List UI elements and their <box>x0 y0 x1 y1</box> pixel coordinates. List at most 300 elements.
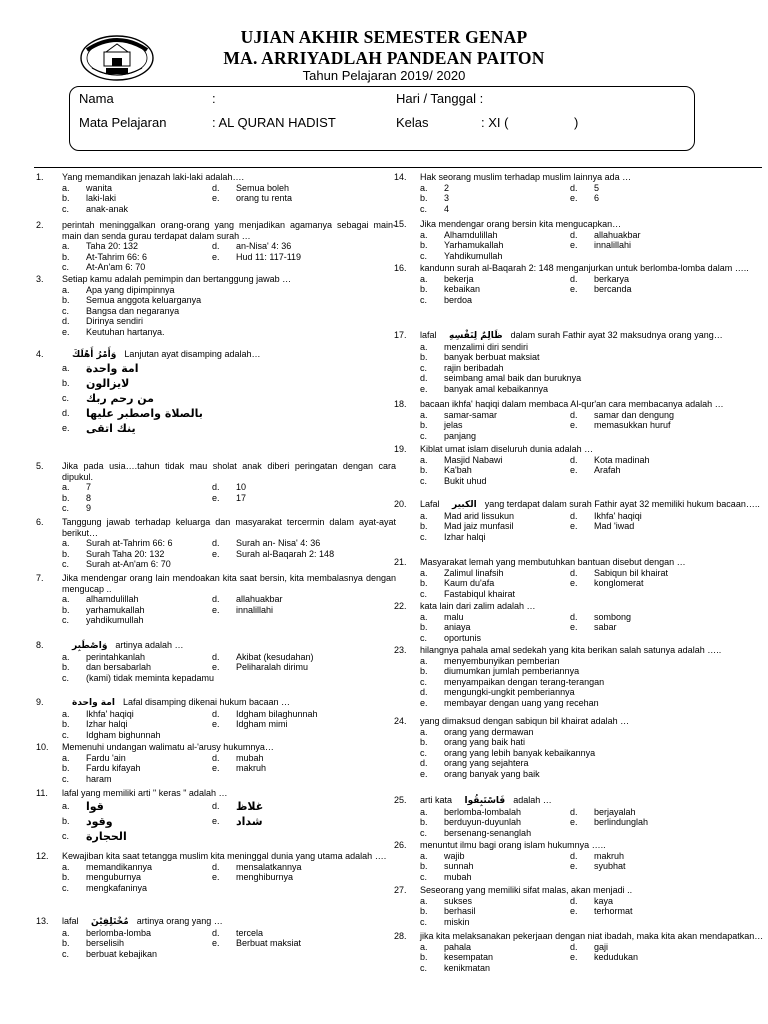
option-text: miskin <box>444 916 470 927</box>
answer-option <box>420 633 764 644</box>
option-text: mengungki-ungkit pemberiannya <box>444 687 575 698</box>
question-text <box>420 263 764 274</box>
answer-option <box>420 758 764 769</box>
option-letter: d. <box>570 611 578 622</box>
option-letter: d. <box>212 927 220 938</box>
option-text: aniaya <box>444 622 471 633</box>
option-text: panjang <box>444 430 477 441</box>
option-text: haram <box>86 773 112 784</box>
answer-option <box>62 949 396 960</box>
option-text: menyembunyikan pemberian <box>444 655 560 666</box>
option-text: seimbang amal baik dan buruknya <box>444 373 582 384</box>
answer-option <box>420 578 570 589</box>
question-text <box>420 885 764 896</box>
answer-options <box>420 230 764 262</box>
option-text: Peliharalah dirimu <box>236 662 309 673</box>
option-text: Sabiqun bil khairat <box>594 567 669 578</box>
option-text: 8 <box>86 492 92 503</box>
answer-option <box>62 538 212 549</box>
nama-colon: : <box>212 91 216 106</box>
option-letter: b. <box>62 251 70 262</box>
answer-option <box>420 342 764 353</box>
question-text <box>62 697 396 709</box>
answer-option <box>570 284 764 295</box>
option-text: rajin beribadah <box>444 362 504 373</box>
question-prefix: lafal <box>62 916 82 926</box>
question-number: 27. <box>394 885 407 895</box>
arabic-term: وَأَمْرُ أَهْلَكَ <box>72 350 117 360</box>
option-letter: b. <box>62 492 70 503</box>
option-text: memasukkan huruf <box>594 420 671 431</box>
question-number: 20. <box>394 499 407 509</box>
question-number: 15. <box>394 219 407 229</box>
option-letter: a. <box>420 409 428 420</box>
question-text <box>420 601 764 612</box>
question-text <box>62 349 396 361</box>
option-letter: e. <box>570 906 578 917</box>
option-text: Surah at-An'am 6: 70 <box>86 559 171 570</box>
option-letter: c. <box>62 559 70 570</box>
question-text <box>62 742 396 753</box>
question-body: yang terdapat dalam surah Fathir ayat 32 memiliki hukum bacaan….. <box>484 499 760 509</box>
option-text: Mad jaiz munfasil <box>444 521 514 532</box>
answer-option <box>420 677 764 688</box>
answer-option <box>212 538 396 549</box>
option-text: perintahkanlah <box>86 651 146 662</box>
answer-option <box>62 559 396 570</box>
exam-header <box>0 0 768 84</box>
option-text: Ikhfa' haqiqi <box>86 708 134 719</box>
question-number: 26. <box>394 840 407 850</box>
option-text: Zalimul linafsih <box>444 567 504 578</box>
answer-options <box>420 942 764 974</box>
option-letter: b. <box>420 284 428 295</box>
answer-option <box>420 183 570 194</box>
option-text: kenikmatan <box>444 962 491 973</box>
option-text: Keutuhan hartanya. <box>86 326 165 337</box>
option-letter: d. <box>212 752 220 763</box>
question-item <box>36 220 396 273</box>
answer-option <box>212 862 396 873</box>
question-item <box>36 517 396 570</box>
option-letter: e. <box>570 193 578 204</box>
answer-options <box>420 183 764 215</box>
option-letter: e. <box>570 284 578 295</box>
answer-option <box>420 861 570 872</box>
option-letter: c. <box>420 250 428 261</box>
answer-options <box>62 753 396 785</box>
answer-option <box>62 316 396 327</box>
answer-option <box>62 549 212 560</box>
question-body: Jika mendengar orang lain mendoakan kita saat bersin, kita membalasnya dengan mengucap .. <box>62 573 396 594</box>
option-text: Yarhamukallah <box>444 240 504 251</box>
option-text: Berbuat maksiat <box>236 938 302 949</box>
question-body: Seseorang yang memiliki sifat malas, akan menjadi .. <box>420 885 633 895</box>
option-text: Dirinya sendiri <box>86 316 144 327</box>
option-text: anak-anak <box>86 203 129 214</box>
option-text: Fardu kifayah <box>86 763 141 774</box>
option-text: berhasil <box>444 906 476 917</box>
option-text: menghiburnya <box>236 872 294 883</box>
question-body: kandunn surah al-Baqarah 2: 148 menganjurkan untuk berlomba-lomba dalam ….. <box>420 263 749 273</box>
option-text: قوا <box>86 799 104 813</box>
option-text: memandikannya <box>86 861 153 872</box>
option-letter: d. <box>212 538 220 549</box>
question-number: 1. <box>36 172 44 182</box>
option-text: Bangsa dan negaranya <box>86 305 180 316</box>
question-text <box>420 931 764 942</box>
answer-option <box>212 549 396 560</box>
option-text: kesempatan <box>444 952 494 963</box>
answer-option <box>420 521 570 532</box>
option-letter: b. <box>62 295 70 306</box>
question-body: jika kita melaksanakan pekerjaan dengan niat ibadah, maka kita akan mendapatkan… <box>420 931 764 941</box>
answer-options <box>420 455 764 487</box>
option-letter: d. <box>570 510 578 521</box>
option-letter: b. <box>62 662 70 673</box>
option-letter: a. <box>420 454 428 465</box>
question-number: 4. <box>36 349 44 359</box>
question-text <box>62 274 396 285</box>
answer-option <box>420 737 764 748</box>
answer-option <box>420 906 570 917</box>
option-letter: d. <box>420 758 428 769</box>
option-text: banyak berbuat maksiat <box>444 352 540 363</box>
option-text: Surah Taha 20: 132 <box>86 548 165 559</box>
answer-options <box>420 568 764 600</box>
exam-title: UJIAN AKHIR SEMESTER GENAP <box>240 27 528 47</box>
question-number: 21. <box>394 557 407 567</box>
option-letter: a. <box>62 861 70 872</box>
option-text: gaji <box>594 941 609 952</box>
option-letter: a. <box>62 182 70 193</box>
question-item <box>36 697 396 740</box>
answer-options <box>62 652 396 684</box>
answer-option <box>420 963 764 974</box>
option-text: لايزالون <box>86 376 130 390</box>
question-number: 22. <box>394 601 407 611</box>
answer-option <box>420 872 764 883</box>
question-item <box>394 795 764 838</box>
question-item <box>36 573 396 626</box>
option-letter: e. <box>420 697 428 708</box>
question-item <box>394 645 764 709</box>
option-text: mensalatkannya <box>236 861 302 872</box>
answer-options <box>420 342 764 395</box>
option-letter: d. <box>212 861 220 872</box>
option-text: makruh <box>594 850 625 861</box>
answer-option <box>420 511 570 522</box>
option-text: yahdikumullah <box>86 615 144 626</box>
option-text: غلاظ <box>236 799 264 813</box>
option-text: syubhat <box>594 861 626 872</box>
divider <box>34 167 762 168</box>
option-text: berduyun-duyunlah <box>444 817 522 828</box>
answer-option <box>570 240 764 251</box>
answer-option <box>420 568 570 579</box>
option-letter: d. <box>570 409 578 420</box>
option-letter: c. <box>62 392 70 403</box>
option-letter: a. <box>420 941 428 952</box>
question-item <box>394 263 764 305</box>
option-letter: e. <box>570 521 578 532</box>
answer-option <box>570 622 764 633</box>
option-text: orang yang lebih banyak kebaikannya <box>444 747 596 758</box>
answer-option <box>62 709 212 720</box>
answer-option <box>62 928 212 939</box>
option-text: malu <box>444 611 464 622</box>
option-letter: c. <box>62 882 70 893</box>
option-letter: b. <box>62 377 70 388</box>
option-letter: b. <box>62 815 70 826</box>
answer-option <box>62 285 396 296</box>
question-body: bacaan ikhfa' haqiqi dalam membaca Al-qur'an cara membacanya adalah … <box>420 399 724 409</box>
answer-option <box>420 384 764 395</box>
option-text: berbuat kebajikan <box>86 948 158 959</box>
question-body: Setiap kamu adalah pemimpin dan bertanggung jawab … <box>62 274 292 284</box>
question-item <box>36 742 396 784</box>
answer-option <box>420 240 570 251</box>
option-text: kebaikan <box>444 284 481 295</box>
option-letter: a. <box>62 362 70 373</box>
answer-option <box>570 568 764 579</box>
answer-option <box>420 465 570 476</box>
answer-option <box>212 814 396 829</box>
option-letter: d. <box>62 316 70 327</box>
option-text: makruh <box>236 763 267 774</box>
question-number: 19. <box>394 444 407 454</box>
option-text: 7 <box>86 482 92 493</box>
option-letter: e. <box>420 383 428 394</box>
option-text: الحجارة <box>86 829 127 843</box>
option-letter: e. <box>212 193 220 204</box>
option-letter: a. <box>62 708 70 719</box>
option-letter: e. <box>212 604 220 615</box>
mata-pelajaran-value: : AL QURAN HADIST <box>212 115 336 130</box>
option-letter: a. <box>420 850 428 861</box>
question-item <box>394 716 764 780</box>
question-number: 7. <box>36 573 44 583</box>
answer-option <box>212 928 396 939</box>
option-letter: d. <box>570 229 578 240</box>
question-item <box>394 330 764 395</box>
question-number: 11. <box>36 788 48 798</box>
option-letter: d. <box>420 373 428 384</box>
answer-option <box>570 274 764 285</box>
option-letter: d. <box>212 708 220 719</box>
answer-option <box>212 493 396 504</box>
answer-option <box>62 391 396 406</box>
option-text: 3 <box>444 193 450 204</box>
question-number: 14. <box>394 172 407 182</box>
option-letter: c. <box>420 430 428 441</box>
question-number: 12. <box>36 851 49 861</box>
option-text: 4 <box>444 203 450 214</box>
question-number: 6. <box>36 517 44 527</box>
option-letter: e. <box>212 815 220 826</box>
option-text: وقود <box>86 814 113 828</box>
question-body: artinya orang yang … <box>136 916 223 926</box>
question-text <box>420 645 764 656</box>
answer-options <box>62 482 396 514</box>
answer-option <box>420 952 570 963</box>
option-letter: b. <box>420 420 428 431</box>
answer-option <box>62 883 396 894</box>
question-body: Jika pada usia….tahun tidak mau sholat anak diberi peringatan dengan cara dipukul. <box>62 461 396 482</box>
option-text: mubah <box>236 752 264 763</box>
option-text: berdoa <box>444 294 473 305</box>
answer-option <box>212 662 396 673</box>
option-text: mubah <box>444 871 472 882</box>
answer-option <box>62 719 212 730</box>
question-text <box>62 573 396 594</box>
option-letter: c. <box>62 773 70 784</box>
option-letter: e. <box>212 662 220 673</box>
option-text: Mad arid lissukun <box>444 510 515 521</box>
option-letter: e. <box>212 872 220 883</box>
answer-option <box>62 193 212 204</box>
answer-options <box>62 594 396 626</box>
question-item <box>36 274 396 338</box>
answer-option <box>570 410 764 421</box>
option-text: Arafah <box>594 465 621 476</box>
option-letter: c. <box>420 531 428 542</box>
option-letter: a. <box>62 651 70 662</box>
option-letter: b. <box>62 719 70 730</box>
answer-option <box>62 753 212 764</box>
answer-option <box>212 652 396 663</box>
option-text: Izhar halqi <box>444 531 486 542</box>
question-number: 10. <box>36 742 49 752</box>
answer-option <box>62 799 212 814</box>
question-item <box>394 840 764 882</box>
question-text <box>62 172 396 183</box>
answer-option <box>420 612 570 623</box>
option-text: berjayalah <box>594 806 636 817</box>
answer-options <box>62 183 396 215</box>
answer-option <box>570 896 764 907</box>
option-text: امة واحدة <box>86 361 139 375</box>
question-body: lafal yang memiliki arti " keras " adalah … <box>62 788 228 798</box>
question-item <box>394 444 764 486</box>
answer-option <box>62 763 212 774</box>
question-text <box>420 840 764 851</box>
question-body: yang dimaksud dengan sabiqun bil khairat adalah … <box>420 716 630 726</box>
option-letter: d. <box>570 454 578 465</box>
answer-option <box>420 687 764 698</box>
option-text: Surah al-Baqarah 2: 148 <box>236 548 335 559</box>
question-item <box>394 885 764 927</box>
option-letter: b. <box>420 465 428 476</box>
option-letter: c. <box>62 948 70 959</box>
answer-options <box>420 612 764 644</box>
question-item <box>36 461 396 514</box>
option-text: sombong <box>594 611 632 622</box>
option-text: menguburnya <box>86 872 142 883</box>
option-text: sunnah <box>444 861 474 872</box>
question-item <box>394 601 764 643</box>
answer-option <box>62 376 396 391</box>
answer-options <box>420 807 764 839</box>
option-text: 10 <box>236 482 247 493</box>
question-body: dalam surah Fathir ayat 32 maksudnya orang yang… <box>510 330 723 340</box>
option-letter: b. <box>420 352 428 363</box>
option-letter: d. <box>570 273 578 284</box>
option-text: berkarya <box>594 273 630 284</box>
option-text: konglomerat <box>594 578 644 589</box>
answer-option <box>62 662 212 673</box>
option-text: an-Nisa' 4: 36 <box>236 241 292 252</box>
option-text: شداد <box>236 814 263 828</box>
question-body: artinya adalah … <box>115 640 184 650</box>
answer-option <box>420 851 570 862</box>
arabic-term: وَاصْطَبِر <box>72 641 108 651</box>
option-text: membayar dengan uang yang recehan <box>444 697 599 708</box>
answer-option <box>62 241 212 252</box>
answer-options <box>420 727 764 780</box>
answer-option <box>570 861 764 872</box>
option-letter: a. <box>420 273 428 284</box>
option-letter: c. <box>62 305 70 316</box>
option-text: allahuakbar <box>594 229 641 240</box>
question-text <box>62 851 396 862</box>
option-text: jelas <box>444 420 463 431</box>
option-letter: b. <box>62 872 70 883</box>
option-text: bercanda <box>594 284 632 295</box>
answer-option <box>212 709 396 720</box>
question-item <box>394 931 764 973</box>
option-letter: b. <box>420 906 428 917</box>
option-text: berlomba-lombalah <box>444 806 522 817</box>
arabic-term: فَاسْتَبِقُوا <box>464 796 506 806</box>
option-letter: c. <box>420 362 428 373</box>
question-text <box>420 219 764 230</box>
option-letter: e. <box>212 763 220 774</box>
answer-option <box>212 605 396 616</box>
option-text: sukses <box>444 895 473 906</box>
arabic-term: الكبير <box>452 500 477 510</box>
option-letter: c. <box>420 588 428 599</box>
answer-option <box>212 799 396 814</box>
answer-option <box>212 193 396 204</box>
answer-option <box>420 251 764 262</box>
question-prefix: arti kata <box>420 795 455 805</box>
option-text: Ikhfa' haqiqi <box>594 510 642 521</box>
option-letter: c. <box>62 203 70 214</box>
option-text: Akibat (kesudahan) <box>236 651 314 662</box>
answer-option <box>212 872 396 883</box>
answer-option <box>570 807 764 818</box>
question-body: Memenuhi undangan walimatu al-'arusy hukumnya… <box>62 742 274 752</box>
answer-option <box>212 241 396 252</box>
option-letter: c. <box>420 827 428 838</box>
option-letter: d. <box>212 800 220 811</box>
option-letter: d. <box>212 241 220 252</box>
answer-option <box>62 730 396 741</box>
question-text <box>420 795 764 807</box>
option-letter: e. <box>420 768 428 779</box>
question-body: kata lain dari zalim adalah … <box>420 601 536 611</box>
answer-option <box>212 763 396 774</box>
option-text: Izhar halqi <box>86 719 128 730</box>
option-letter: a. <box>420 182 428 193</box>
kelas-close: ) <box>574 115 579 130</box>
question-body: Tanggung jawab terhadap keluarga dan masyarakat tercermin dalam ayat-ayat berikut… <box>62 517 396 538</box>
option-letter: b. <box>62 763 70 774</box>
question-body: menuntut ilmu bagi orang islam hukumnya ….. <box>420 840 606 850</box>
answer-option <box>420 193 570 204</box>
option-letter: b. <box>420 666 428 677</box>
